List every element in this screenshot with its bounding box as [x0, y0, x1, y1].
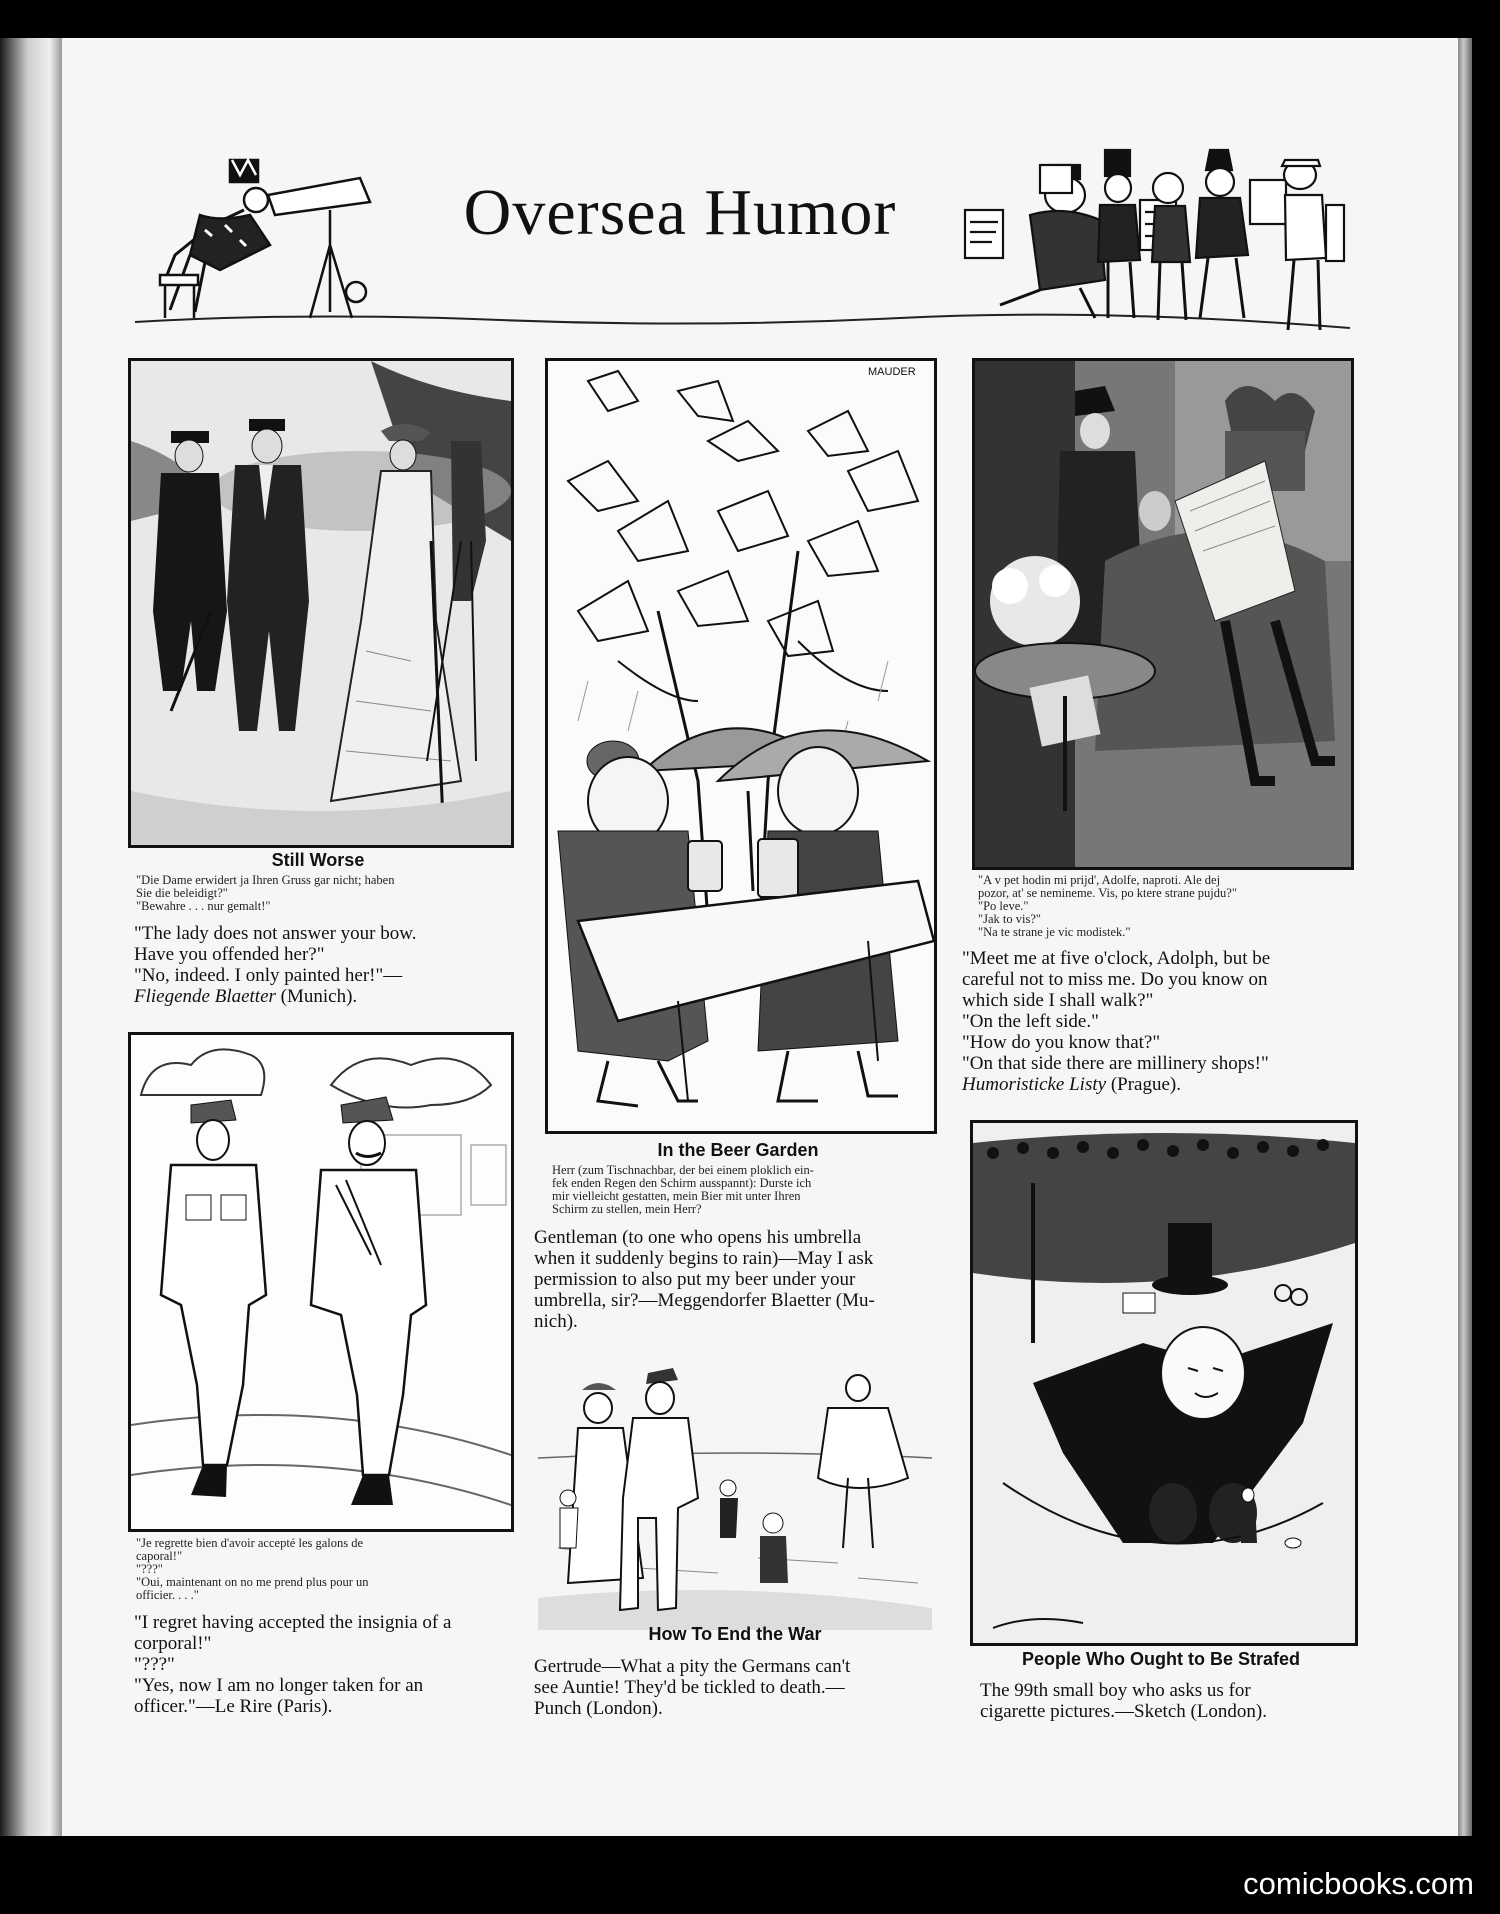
- original-caption: Herr (zum Tischnachbar, der bei einem ploklich ein- fek enden Regen den Schirm ausspannt): Durste ich mir vielleicht gestatten, mein Bier mit unter Ihren Schirm zu stellen, mein Herr?: [552, 1163, 814, 1216]
- cartoon-strafed-image: [970, 1120, 1358, 1646]
- page-title: Oversea Humor: [463, 176, 897, 249]
- uncle-sam-figure: [160, 160, 370, 318]
- cartoon-title: In the Beer Garden: [657, 1140, 819, 1160]
- cartoon-title: People Who Ought to Be Strafed: [1022, 1649, 1300, 1669]
- site-watermark: comicbooks.com: [1243, 1866, 1474, 1901]
- source-publication: Humoristicke Listy: [962, 1074, 1107, 1095]
- translated-caption: "I regret having accepted the insignia of a corporal!" "???" "Yes, now I am no longer taken for an officer."—Le Rire (Paris).: [134, 1612, 452, 1717]
- news-crowd-figures: [965, 150, 1344, 330]
- translated-caption: "Meet me at five o'clock, Adolph, but be careful not to miss me. Do you know on which side I shall walk?" "On the left side." "How do you know that?" "On that side there are millinery shops!" Humoristicke Listy (Prague).: [962, 948, 1271, 1095]
- artist-signature: MAUDER: [868, 366, 916, 378]
- original-caption: "Je regrette bien d'avoir accepté les galons de caporal!" "???" "Oui, maintenant on no me prend plus pour un officier. . . .": [136, 1536, 369, 1602]
- header-illustration: [0, 0, 1500, 340]
- original-caption: "A v pet hodin mi prijd', Adolfe, naproti. Ale dej pozor, at' se nemineme. Vis, po ktere strane pujdu?" "Po leve." "Jak to vis?" "Na te strane je vic modistek.": [978, 873, 1237, 939]
- cartoon-title: Still Worse: [271, 850, 365, 870]
- cartoon-corporal-image: [128, 1032, 514, 1532]
- translated-caption: Gertrude—What a pity the Germans can't see Auntie! They'd be tickled to death.— Punch (London).: [534, 1656, 851, 1719]
- translated-caption: "The lady does not answer your bow. Have you offended her?" "No, indeed. I only painted her!"— Fliegende Blaetter (Munich).: [134, 923, 417, 1007]
- original-caption: "Die Dame erwidert ja Ihren Gruss gar nicht; haben Sie die beleidigt?" "Bewahre . . . nur gemalt!": [136, 873, 395, 913]
- cartoon-beer-garden-image: [545, 358, 937, 1134]
- translated-caption: The 99th small boy who asks us for cigarette pictures.—Sketch (London).: [980, 1680, 1268, 1722]
- source-publication: Fliegende Blaetter: [134, 986, 276, 1007]
- cartoon-still-worse-image: [128, 358, 514, 848]
- cartoon-title: How To End the War: [648, 1624, 822, 1644]
- cartoon-prague-image: [972, 358, 1354, 870]
- cartoon-end-war-image: [538, 1348, 932, 1630]
- translated-caption: Gentleman (to one who opens his umbrella when it suddenly begins to rain)—May I ask permission to also put my beer under your umbrella, sir?—Meggendorfer Blaetter (Mu- nich).: [534, 1227, 875, 1332]
